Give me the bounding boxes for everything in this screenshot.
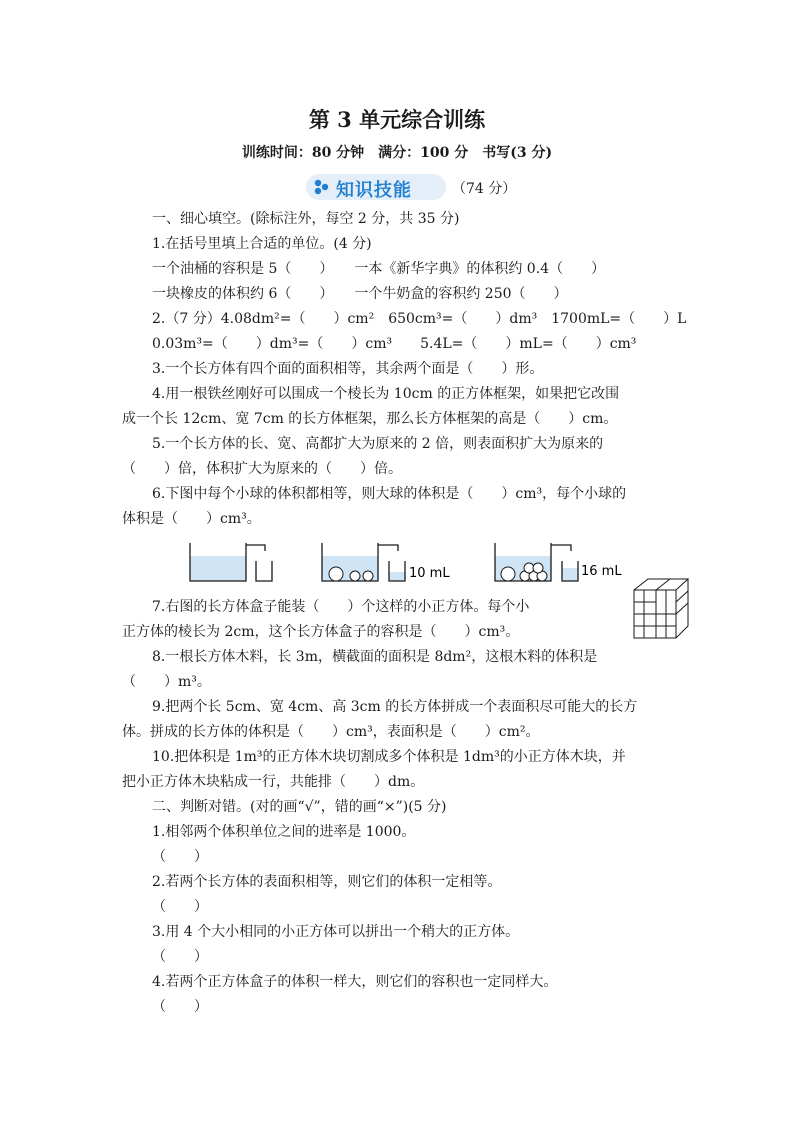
question-2-row-2: 0.03m³=（ ）dm³=（ ）cm³ 5.4L=（ ）mL=（ ）cm³	[152, 336, 637, 352]
question-1-row-2: 一块橡皮的体积约 6（ ） 一个牛奶盒的容积约 250（ ）	[152, 286, 568, 302]
question-7-line-2: 正方体的棱长为 2cm，这个长方体盒子的容积是（ ）cm³。	[122, 624, 520, 640]
question-6-line-1: 6.下图中每个小球的体积都相等，则大球的体积是（ ）cm³，每个小球的	[152, 486, 627, 502]
question-1-row-1: 一个油桶的容积是 5（ ） 一本《新华字典》的体积约 0.4（ ）	[152, 261, 606, 277]
question-1: 1.在括号里填上合适的单位。(4 分)	[152, 236, 372, 252]
banner-label: 知识技能	[336, 180, 412, 201]
section-2-heading: 二、判断对错。(对的画“√”，错的画“×”)(5 分)	[152, 799, 447, 815]
question-7-line-1: 7.右图的长方体盒子能装（ ）个这样的小正方体。每个小	[152, 599, 530, 615]
judge-4: 4.若两个正方体盒子的体积一样大，则它们的容积也一定同样大。	[152, 974, 558, 990]
question-9-line-1: 9.把两个长 5cm、宽 4cm、高 3cm 的长方体拼成一个表面积尽可能大的长方	[152, 699, 638, 715]
container-2	[322, 543, 405, 581]
judge-1-answer[interactable]: （ ）	[152, 849, 208, 865]
question-4-line-2: 成一个长 12cm、宽 7cm 的长方体框架，那么长方体框架的高是（ ）cm。	[122, 411, 618, 427]
question-5-line-1: 5.一个长方体的长、宽、高都扩大为原来的 2 倍，则表面积扩大为原来的	[152, 436, 604, 452]
box-figure	[630, 576, 692, 642]
dots-icon	[313, 179, 331, 195]
judge-4-answer[interactable]: （ ）	[152, 999, 208, 1015]
section-1-heading: 一、细心填空。(除标注外，每空 2 分，共 35 分)	[152, 211, 460, 227]
judge-2: 2.若两个长方体的表面积相等，则它们的体积一定相等。	[152, 874, 502, 890]
container-1	[190, 543, 272, 581]
question-3: 3.一个长方体有四个面的面积相等，其余两个面是（ ）形。	[152, 361, 544, 377]
page-title: 第 3 单元综合训练	[308, 107, 486, 132]
question-2-row-1: 2.（7 分）4.08dm²=（ ）cm² 650cm³=（ ）dm³ 1700mL=（ ）L	[152, 311, 687, 327]
figure-label-10ml: 10 mL	[409, 566, 450, 581]
judge-3-answer[interactable]: （ ）	[152, 949, 208, 965]
judge-2-answer[interactable]: （ ）	[152, 899, 208, 915]
question-8-line-2: （ ）m³。	[122, 674, 211, 690]
judge-1: 1.相邻两个体积单位之间的进率是 1000。	[152, 824, 416, 840]
question-5-line-2: （ ）倍，体积扩大为原来的（ ）倍。	[122, 461, 402, 477]
figure-label-16ml: 16 mL	[581, 564, 622, 579]
question-6-line-2: 体积是（ ）cm³。	[122, 511, 261, 527]
question-4-line-1: 4.用一根铁丝刚好可以围成一个棱长为 10cm 的正方体框架，如果把它改围	[152, 386, 620, 402]
banner-score: （74 分）	[452, 181, 517, 197]
question-10-line-2: 把小正方体木块粘成一行，共能排（ ）dm。	[122, 774, 425, 790]
question-9-line-2: 体。拼成的长方体的体积是（ ）cm³，表面积是（ ）cm²。	[122, 724, 540, 740]
question-8-line-1: 8.一根长方体木料，长 3m，横截面的面积是 8dm²，这根木料的体积是	[152, 649, 598, 665]
question-10-line-1: 10.把体积是 1m³的正方体木块切割成多个体积是 1dm³的小正方体木块，并	[152, 749, 626, 765]
exam-meta: 训练时间：80 分钟 满分：100 分 书写(3 分)	[241, 145, 553, 161]
container-3	[495, 543, 578, 581]
judge-3: 3.用 4 个大小相同的小正方体可以拼出一个稍大的正方体。	[152, 924, 520, 940]
container-figure	[185, 538, 645, 588]
